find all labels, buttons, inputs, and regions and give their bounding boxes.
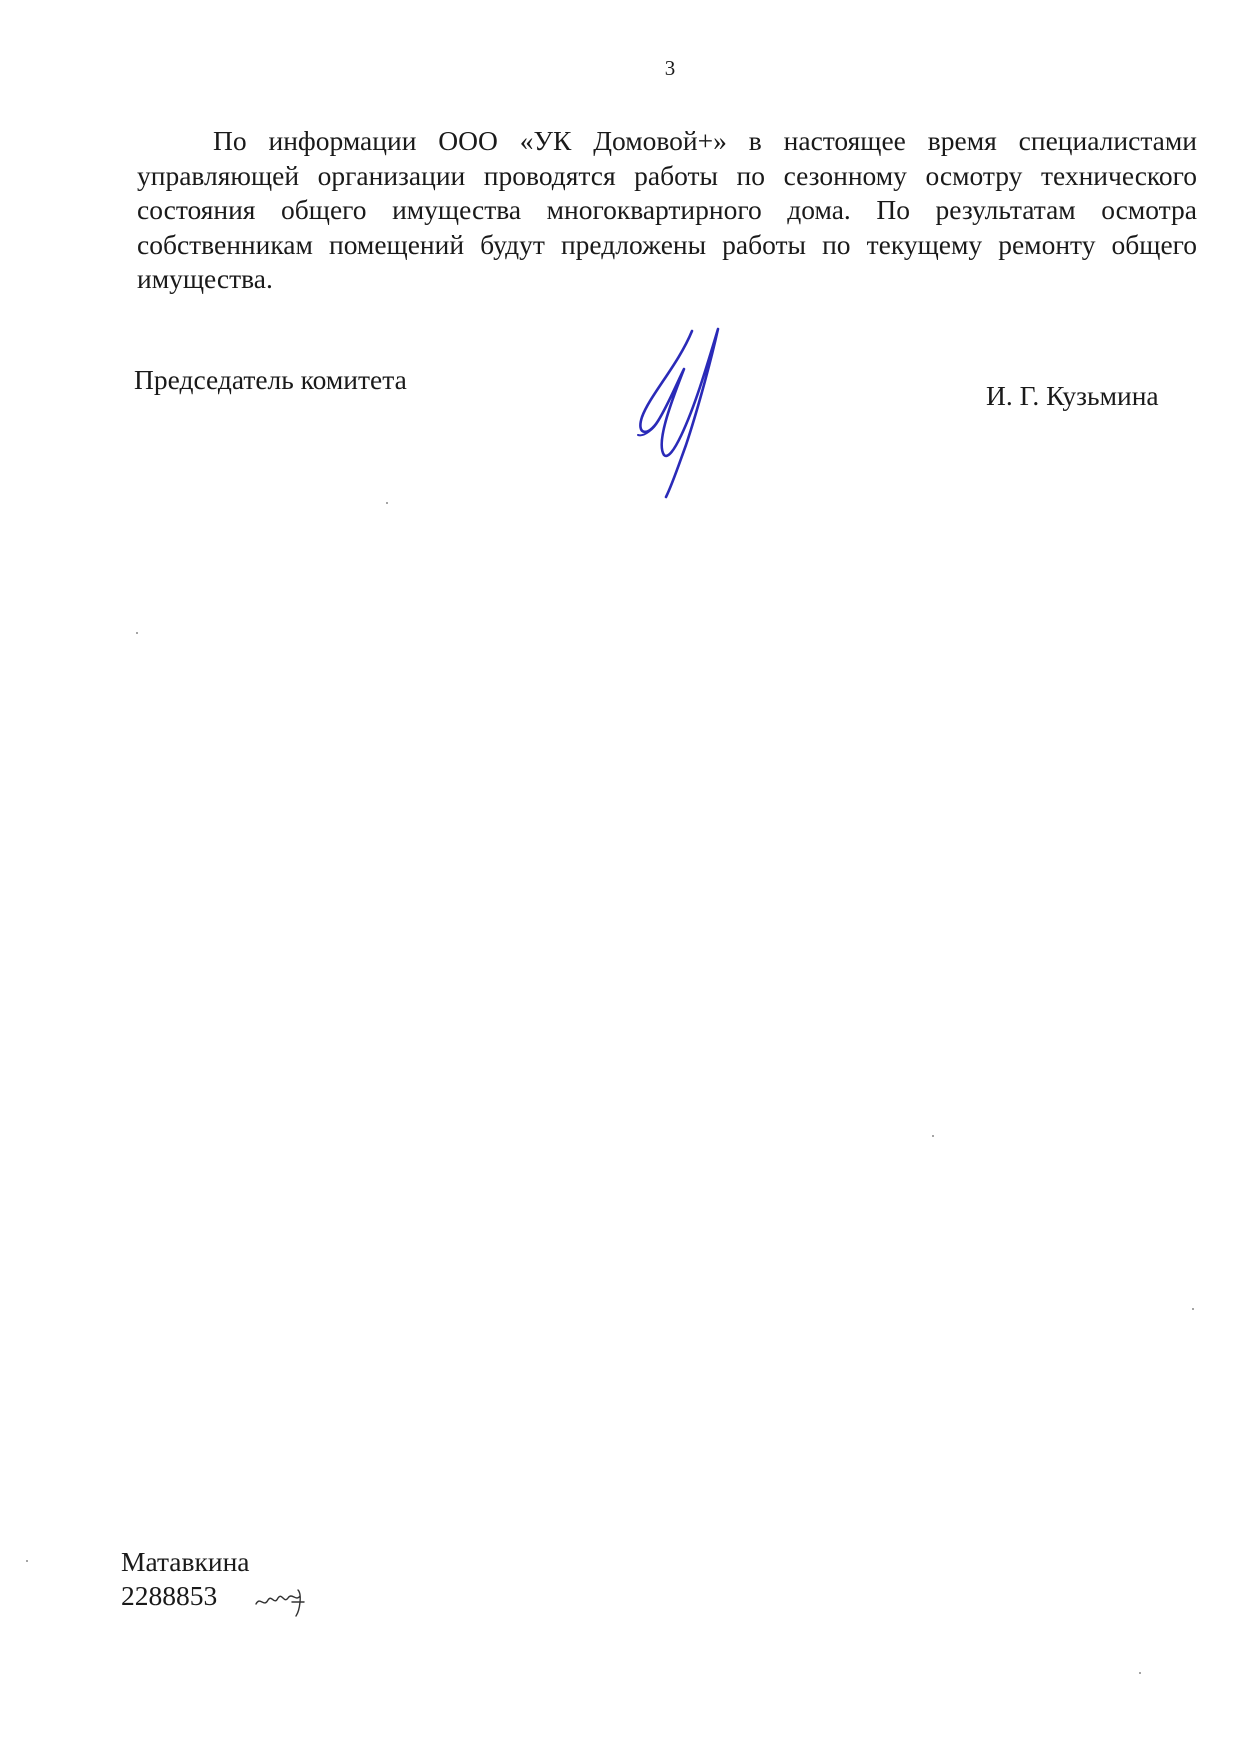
executor-info: [121, 1545, 250, 1613]
letter-paragraph: По информации ООО «УК Домовой+» в настоящее время специалистами управляющей организации проводятся работы по сезонному осмотру технического состояния общего имущества многоквартирного дома. По результатам осмотра собственникам помещений будут предложены работы по текущему ремонту общего имущества.: [137, 125, 1197, 294]
scan-speck: [136, 632, 138, 634]
scan-speck: [1192, 1308, 1194, 1310]
executor-phone: 2288853: [121, 1580, 218, 1611]
signatory-title: Председатель комитета: [134, 364, 407, 395]
scan-speck: [386, 502, 388, 504]
scan-speck: [932, 1135, 934, 1137]
scan-speck: [1139, 1672, 1141, 1674]
page-number: 3: [664, 56, 676, 80]
executor-initials-mark: [252, 1580, 312, 1620]
scan-speck: [26, 1560, 28, 1562]
handwritten-signature: [630, 325, 760, 500]
executor-name: Матавкина: [121, 1546, 250, 1577]
signatory-name: И. Г. Кузьмина: [986, 380, 1159, 411]
